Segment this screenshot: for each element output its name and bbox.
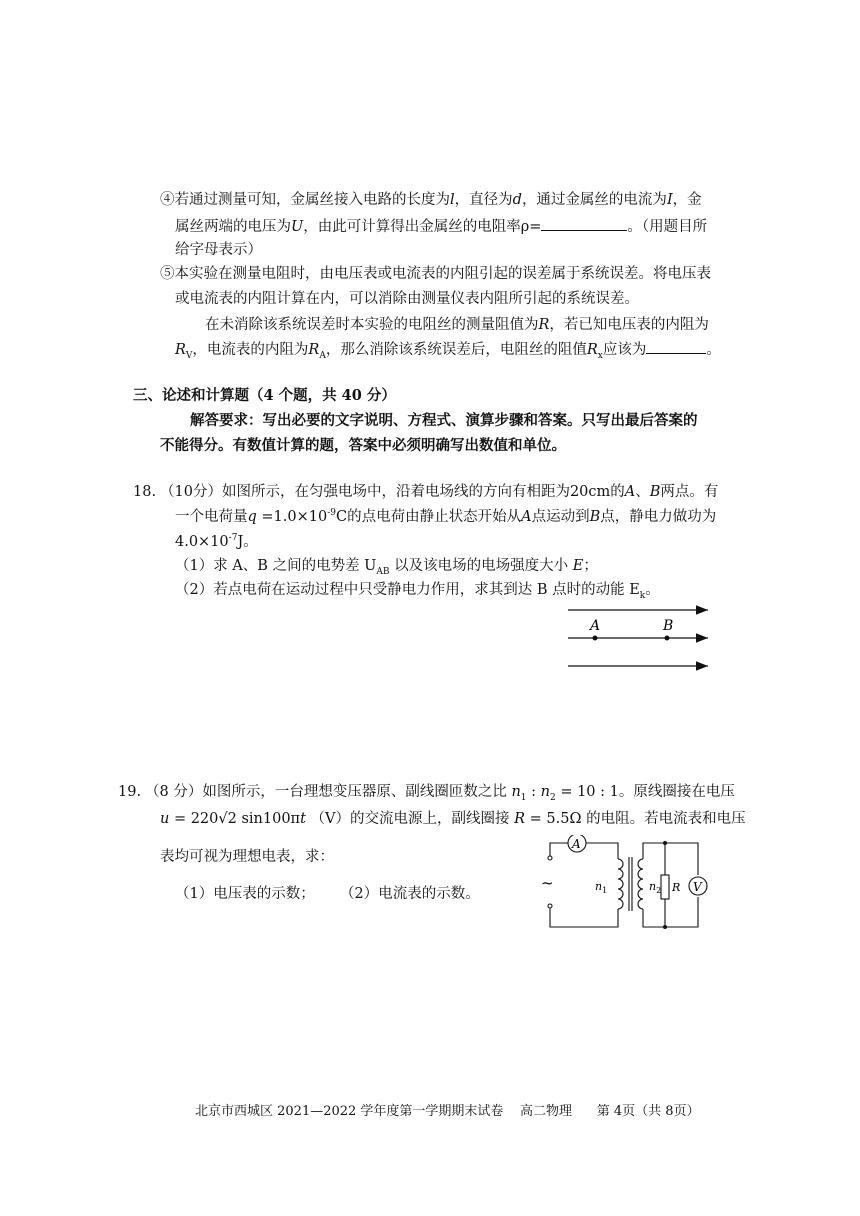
resistor [661,875,669,899]
q17-item4-line1: ④若通过测量可知，金属丝接入电路的长度为l，直径为d，通过金属丝的电流为I，金 [160,192,702,208]
q17-item5-line4: $R_V$，电流表的内阻为$R_A$，那么消除该系统误差后，电阻丝的阻值$R_x$应该为 。 [175,339,721,360]
q18-subquestion2: （2）若点电荷在运动过程中只受静电力作用，求其到达 B 点时的动能 $E_k$。 [175,582,660,601]
q18-line3: $4.0\times 10^{-7}J$。 [175,533,258,550]
q17-item5-line3: 在未消除该系统误差时本实验的电阻丝的测量阻值为R，若已知电压表的内阻为 [205,317,709,333]
q17-item4-line2: 属丝两端的电压为U，由此可计算得出金属丝的电阻率ρ= 。（用题目所 [175,216,707,237]
voltmeter-label: V [693,880,702,894]
ac-source-icon: ~ [541,874,554,892]
q18-line2: 一个电荷量$q =1.0\times 10^{-9}C$的点电荷由静止状态开始从A点运动到B点，静电力做功为 [175,508,717,525]
section3-requirement-line1: 解答要求：写出必要的文字说明、方程式、演算步骤和答案。只写出最后答案的 [190,412,698,429]
q19-subquestion1: （1）电压表的示数； [175,886,315,902]
q18-number: 18. [133,484,157,500]
q19-line3: 表均可视为理想电表，求： [160,849,334,865]
q17-item5-line2: 或电流表的内阻计算在内，可以消除由测量仪表内阻所引起的系统误差。 [175,291,639,307]
q19-line1: （8 分）如图所示，一台理想变压器原、副线圈匝数之比 $n_1$ : $n_2 = 10$ : 1。原线圈接在电压 [145,784,735,803]
n2-label: $n_2$ [649,880,662,895]
q19-number: 19. [118,784,142,800]
transformer-circuit-figure [540,835,715,935]
point-b [665,636,670,641]
resistor-label: R [672,881,681,894]
page-footer: 北京市西城区 2021—2022 学年度第一学期期末试卷 高二物理 第 4页（共 8页） [195,1104,700,1119]
q19-line2: u = 220√2 sin100πt （V）的交流电源上，副线圈接 R = 5.5Ω 的电阻。若电流表和电压 [160,811,746,827]
primary-coil [618,859,623,909]
ammeter-label: A [572,837,581,851]
terminal-bottom [548,904,552,908]
q19-subquestion2: （2）电流表的示数。 [340,886,480,902]
answer-blank [541,216,627,231]
q18-subquestion1: （1）求 A、B 之间的电势差 $U_{AB}$ 以及该电场的电场强度大小 E； [175,558,598,577]
answer-blank [646,339,706,354]
terminal-top [548,856,552,860]
q17-item4-line3: 给字母表示） [175,242,262,258]
electric-field-figure [560,600,720,680]
q18-line1: （10分）如图所示，在匀强电场中，沿着电场线的方向有相距为20cm的A、B两点。有 [160,484,719,500]
secondary-coil [638,859,643,909]
n1-label: $n_1$ [595,880,608,895]
section3-requirement-line2: 不能得分。有数值计算的题，答案中必须明确写出数值和单位。 [160,437,566,454]
point-a [593,636,598,641]
point-a-label: A [590,618,601,634]
q17-item5-line1: ⑤本实验在测量电阻时，由电压表或电流表的内阻引起的误差属于系统误差。将电压表 [160,266,711,282]
section3-title: 三、论述和计算题（4 个题，共 40 分） [133,387,396,404]
point-b-label: B [663,618,674,634]
